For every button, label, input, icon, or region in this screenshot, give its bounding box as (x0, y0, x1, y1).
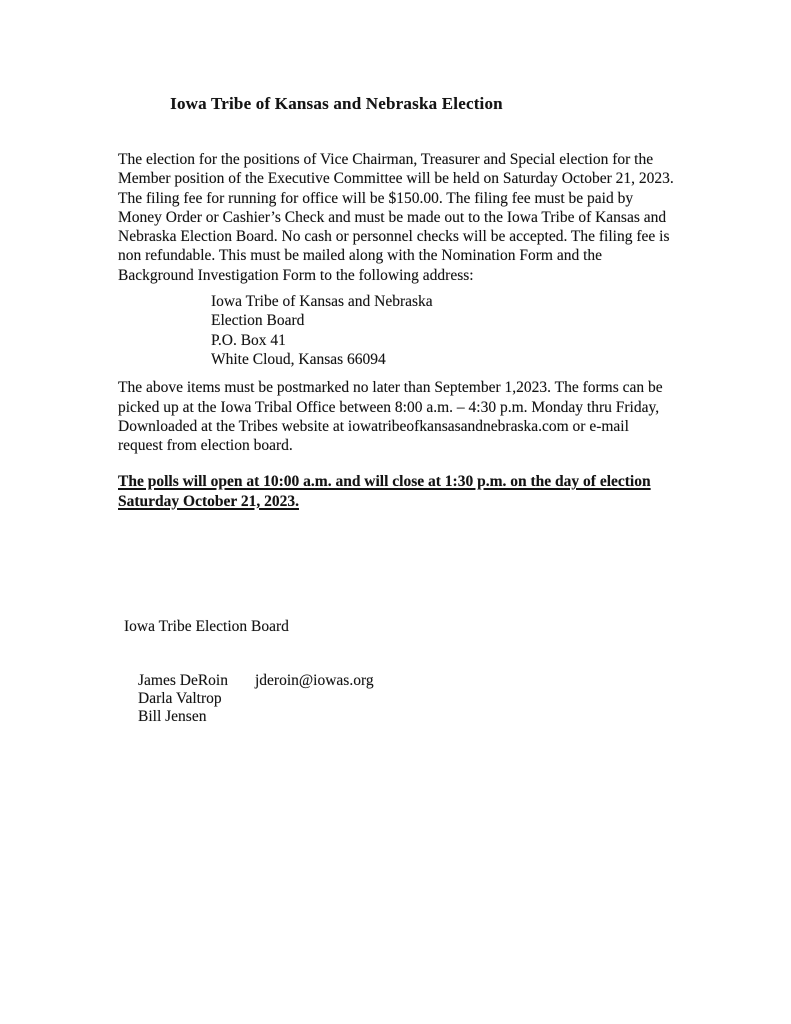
address-line: Iowa Tribe of Kansas and Nebraska (211, 293, 433, 311)
text-line: Nebraska Election Board. No cash or personnel checks will be accepted. The filing fee is (118, 228, 670, 246)
text-line: The filing fee for running for office will be $150.00. The filing fee must be paid by (118, 189, 634, 207)
text-line: The above items must be postmarked no later than September 1,2023. The forms can be (118, 379, 663, 397)
address-line: White Cloud, Kansas 66094 (211, 350, 386, 368)
board-member-name: Bill Jensen (138, 708, 207, 726)
text-line: The polls will open at 10:00 a.m. and will close at 1:30 p.m. on the day of election (118, 473, 651, 491)
board-member-name: Darla Valtrop (138, 690, 222, 708)
text-line: Member position of the Executive Committee will be held on Saturday October 21, 2023. (118, 170, 674, 188)
text-line: Downloaded at the Tribes website at iowatribeofkansasandnebraska.com or e-mail (118, 417, 629, 435)
mailing-address-block (211, 292, 791, 369)
text-line: non refundable. This must be mailed along with the Nomination Form and the (118, 247, 603, 265)
intro-paragraph (118, 150, 791, 285)
polls-hours-notice (118, 472, 791, 511)
signature-organization: Iowa Tribe Election Board (124, 618, 289, 636)
board-member-row (138, 690, 791, 708)
board-member-email: jderoin@iowas.org (255, 672, 374, 690)
board-member-row (138, 672, 791, 690)
text-line: Saturday October 21, 2023. (118, 492, 299, 510)
board-member-name: James DeRoin (138, 672, 228, 690)
board-member-row (138, 708, 791, 726)
address-line: P.O. Box 41 (211, 331, 286, 349)
text-line: Money Order or Cashier’s Check and must be made out to the Iowa Tribe of Kansas and (118, 208, 667, 226)
text-line: picked up at the Iowa Tribal Office between 8:00 a.m. – 4:30 p.m. Monday thru Friday, (118, 398, 660, 416)
address-line: Election Board (211, 312, 305, 330)
document-title: Iowa Tribe of Kansas and Nebraska Election (170, 94, 503, 113)
postmark-paragraph (118, 378, 791, 455)
text-line: The election for the positions of Vice Chairman, Treasurer and Special election for the (118, 151, 654, 168)
text-line: Background Investigation Form to the following address: (118, 266, 474, 284)
text-line: request from election board. (118, 437, 293, 455)
board-members-list (138, 672, 791, 726)
